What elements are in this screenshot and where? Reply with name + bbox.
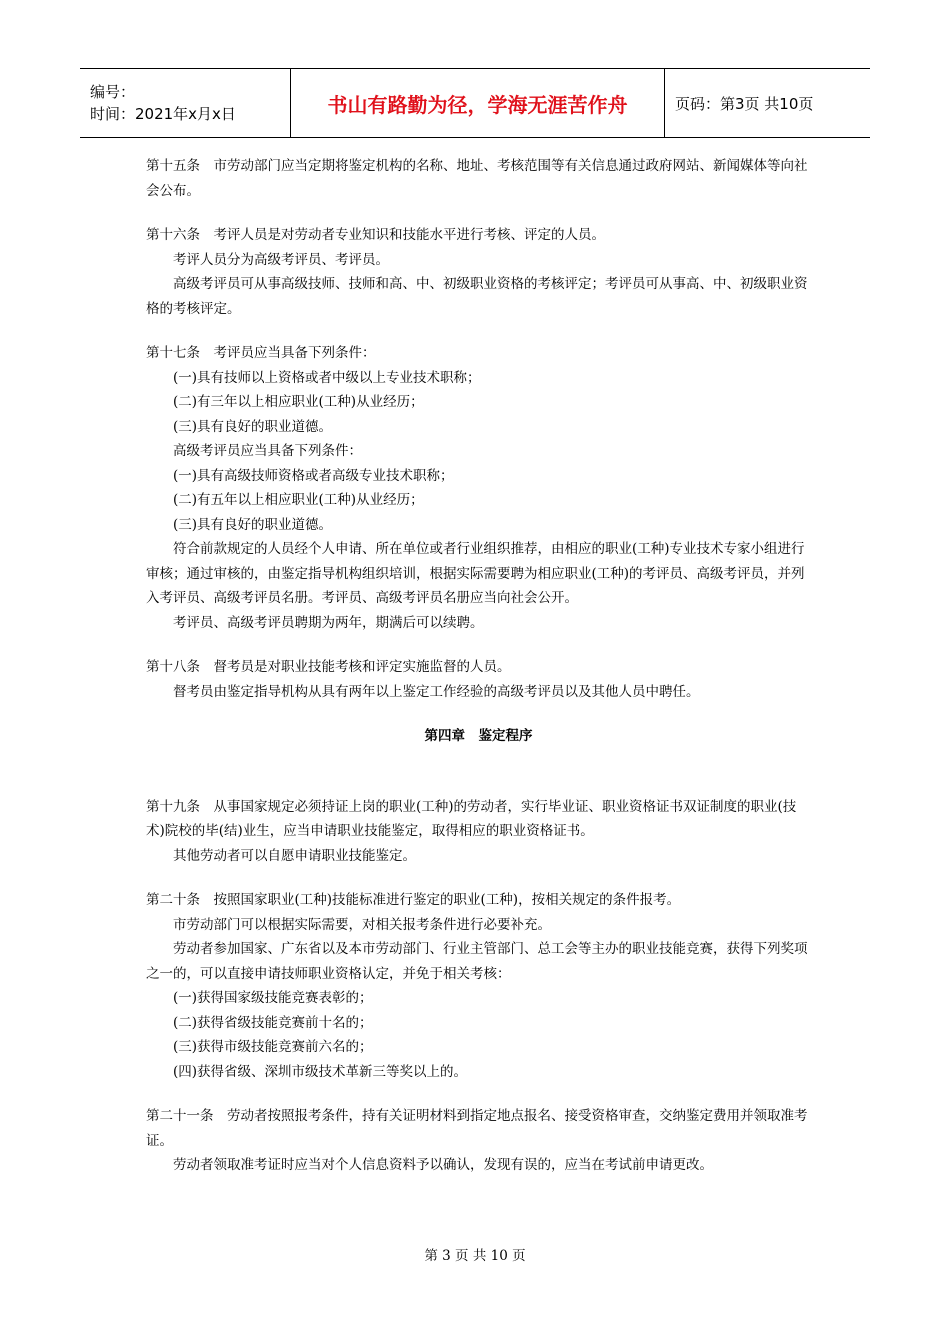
article-paragraph: 考评员、高级考评员聘期为两年，期满后可以续聘。 xyxy=(173,614,484,631)
article-paragraph: 高级考评员应当具备下列条件： xyxy=(173,443,362,459)
article-paragraph: (二)有三年以上相应职业(工种)从业经历； xyxy=(173,394,424,410)
page-label: 页码：第3页 共10页 xyxy=(675,94,814,113)
article-section xyxy=(146,655,811,704)
header-left-cell xyxy=(80,69,291,137)
article-heading-paragraph: 第二十条 按照国家职业(工种)技能标准进行鉴定的职业(工种)，按相关规定的条件报考。 xyxy=(146,892,681,908)
article-paragraph: 考评人员分为高级考评员、考评员。 xyxy=(173,251,389,268)
article-heading-paragraph: 第二十一条 劳动者按照报考条件，持有关证明材料到指定地点报名、接受资格审查，交纳鉴定费用并领取准考证。 xyxy=(146,1108,808,1149)
article-paragraph: (三)获得市级技能竞赛前六名的； xyxy=(173,1039,373,1055)
articles-group-1 xyxy=(146,154,811,704)
article-paragraph: (一)获得国家级技能竞赛表彰的； xyxy=(173,990,373,1006)
page-footer: 第 3 页 共 10 页 xyxy=(424,1248,526,1264)
article-paragraph: (二)有五年以上相应职业(工种)从业经历； xyxy=(173,492,424,508)
article-paragraph: 督考员由鉴定指导机构从具有两年以上鉴定工作经验的高级考评员以及其他人员中聘任。 xyxy=(173,683,700,700)
article-section xyxy=(146,795,811,869)
article-heading-paragraph: 第十六条 考评人员是对劳动者专业知识和技能水平进行考核、评定的人员。 xyxy=(146,227,605,243)
article-section xyxy=(146,888,811,1084)
article-heading-paragraph: 第十七条 考评员应当具备下列条件： xyxy=(146,345,376,361)
article-paragraph: 劳动者参加国家、广东省以及本市劳动部门、行业主管部门、总工会等主办的职业技能竞赛，获得下列奖项之一的，可以直接申请技师职业资格认定，并免于相关考核： xyxy=(146,941,808,982)
article-section xyxy=(146,341,811,635)
article-paragraph: 劳动者领取准考证时应当对个人信息资料予以确认，发现有误的，应当在考试前申请更改。 xyxy=(173,1157,713,1173)
document-body xyxy=(146,154,811,1198)
article-heading-paragraph: 第十九条 从事国家规定必须持证上岗的职业(工种)的劳动者，实行毕业证、职业资格证书双证制度的职业(技术)院校的毕(结)业生，应当申请职业技能鉴定，取得相应的职业资格证书。 xyxy=(146,798,797,839)
number-label: 编号： xyxy=(90,83,136,101)
article-paragraph: 高级考评员可从事高级技师、技师和高、中、初级职业资格的考核评定；考评员可从事高、中、初级职业资格的考核评定。 xyxy=(146,276,808,317)
article-section xyxy=(146,223,811,321)
article-paragraph: (三)具有良好的职业道德。 xyxy=(173,516,333,533)
article-paragraph: (三)具有良好的职业道德。 xyxy=(173,418,333,435)
article-heading-paragraph: 第十五条 市劳动部门应当定期将鉴定机构的名称、地址、考核范围等有关信息通过政府网站、新闻媒体等向社会公布。 xyxy=(146,158,808,199)
article-paragraph: 市劳动部门可以根据实际需要，对相关报考条件进行必要补充。 xyxy=(173,916,551,933)
time-label: 时间：2021年x月x日 xyxy=(90,105,236,123)
chapter-title: 第四章 鉴定程序 xyxy=(424,728,533,744)
articles-group-2 xyxy=(146,795,811,1178)
article-section xyxy=(146,1104,811,1178)
article-heading-paragraph: 第十八条 督考员是对职业技能考核和评定实施监督的人员。 xyxy=(146,659,511,675)
article-section xyxy=(146,154,811,203)
motto: 书山有路勤为径，学海无涯苦作舟 xyxy=(291,69,665,137)
page-header xyxy=(80,68,870,138)
article-paragraph: 其他劳动者可以自愿申请职业技能鉴定。 xyxy=(173,847,416,864)
article-paragraph: (一)具有高级技师资格或者高级专业技术职称； xyxy=(173,467,454,484)
article-paragraph: (四)获得省级、深圳市级技术革新三等奖以上的。 xyxy=(173,1063,468,1080)
article-paragraph: (二)获得省级技能竞赛前十名的； xyxy=(173,1014,373,1031)
article-paragraph: (一)具有技师以上资格或者中级以上专业技术职称； xyxy=(173,369,481,386)
article-paragraph: 符合前款规定的人员经个人申请、所在单位或者行业组织推荐，由相应的职业(工种)专业技术专家小组进行审核；通过审核的，由鉴定指导机构组织培训，根据实际需要聘为相应职业(工种)的考评员、高级考评员，并列入考评员、高级考评员名册。考评员、高级考评员名册应当向社会公开。 xyxy=(146,541,805,606)
